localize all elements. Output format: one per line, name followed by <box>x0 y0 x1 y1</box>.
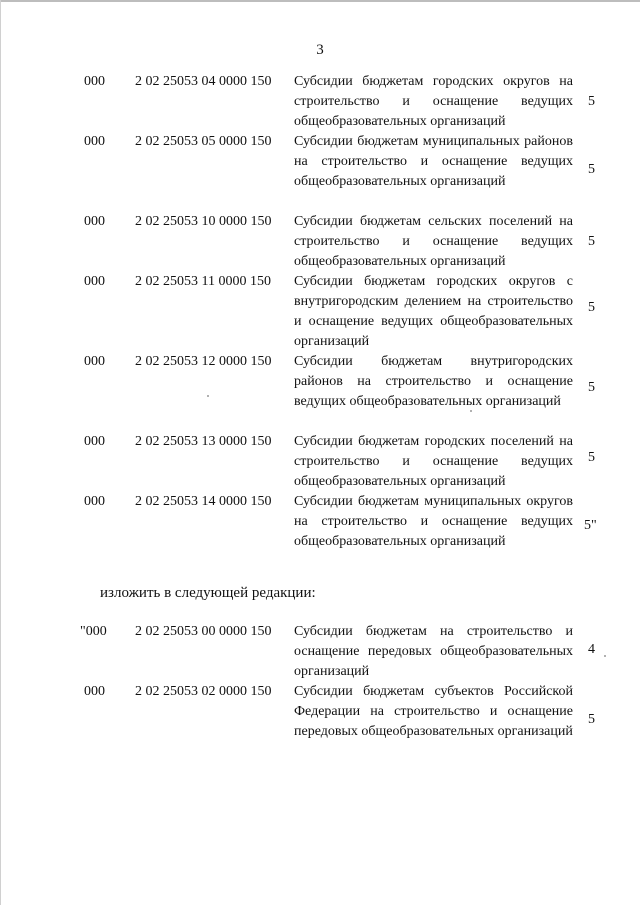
budget-code: 2 02 25053 11 0000 150 <box>135 274 271 289</box>
row-amount: 5" <box>584 518 597 533</box>
budget-code: 2 02 25053 02 0000 150 <box>135 684 272 699</box>
budget-code: 2 02 25053 10 0000 150 <box>135 214 272 229</box>
budget-code: 2 02 25053 13 0000 150 <box>135 434 272 449</box>
row-amount: 5 <box>588 450 595 465</box>
row-amount: 5 <box>588 234 595 249</box>
scan-edge-top <box>0 0 640 2</box>
row-description: Субсидии бюджетам городских округов на строительство и оснащение ведущих общеобразовательных организаций <box>294 74 573 129</box>
admin-code: 000 <box>84 434 105 449</box>
budget-code: 2 02 25053 04 0000 150 <box>135 74 272 89</box>
budget-code: 2 02 25053 00 0000 150 <box>135 624 272 639</box>
budget-code: 2 02 25053 05 0000 150 <box>135 134 272 149</box>
admin-code: 000 <box>84 274 105 289</box>
budget-code: 2 02 25053 12 0000 150 <box>135 354 272 369</box>
row-amount: 4 <box>588 642 595 657</box>
row-description: Субсидии бюджетам муниципальных округов на строительство и оснащение ведущих общеобразовательных организаций <box>294 494 573 549</box>
admin-code: 000 <box>84 354 105 369</box>
row-description: Субсидии бюджетам городских округов с внутригородским делением на строительство и оснащение ведущих общеобразовательных организаций <box>294 274 573 349</box>
table-row <box>0 212 640 272</box>
row-description: Субсидии бюджетам субъектов Российской Федерации на строительство и оснащение передовых общеобразовательных организаций <box>294 684 573 739</box>
scan-speck <box>207 395 209 397</box>
admin-code: "000 <box>80 624 107 639</box>
row-description: Субсидии бюджетам городских поселений на строительство и оснащение ведущих общеобразовательных организаций <box>294 434 573 489</box>
budget-code: 2 02 25053 14 0000 150 <box>135 494 272 509</box>
table-row <box>0 622 640 682</box>
table-row <box>0 432 640 492</box>
row-amount: 5 <box>588 712 595 727</box>
table-row <box>0 72 640 132</box>
table-row <box>0 132 640 212</box>
row-description: Субсидии бюджетам сельских поселений на строительство и оснащение ведущих общеобразовательных организаций <box>294 214 573 269</box>
admin-code: 000 <box>84 214 105 229</box>
admin-code: 000 <box>84 74 105 89</box>
scan-speck <box>470 410 472 412</box>
row-description: Субсидии бюджетам на строительство и оснащение передовых общеобразовательных организаций <box>294 624 573 679</box>
instruction-text: изложить в следующей редакции: <box>100 585 316 601</box>
row-amount: 5 <box>588 300 595 315</box>
row-amount: 5 <box>588 94 595 109</box>
admin-code: 000 <box>84 684 105 699</box>
admin-code: 000 <box>84 134 105 149</box>
row-amount: 5 <box>588 162 595 177</box>
admin-code: 000 <box>84 494 105 509</box>
table-row <box>0 682 640 762</box>
row-amount: 5 <box>588 380 595 395</box>
page-number: 3 <box>316 42 324 58</box>
table-row <box>0 272 640 352</box>
row-description: Субсидии бюджетам муниципальных районов на строительство и оснащение ведущих общеобразовательных организаций <box>294 134 573 189</box>
scan-speck <box>604 655 606 657</box>
table-row <box>0 352 640 432</box>
row-description: Субсидии бюджетам внутригородских районов на строительство и оснащение ведущих общеобразовательных организаций <box>294 354 573 409</box>
table-row <box>0 492 640 572</box>
